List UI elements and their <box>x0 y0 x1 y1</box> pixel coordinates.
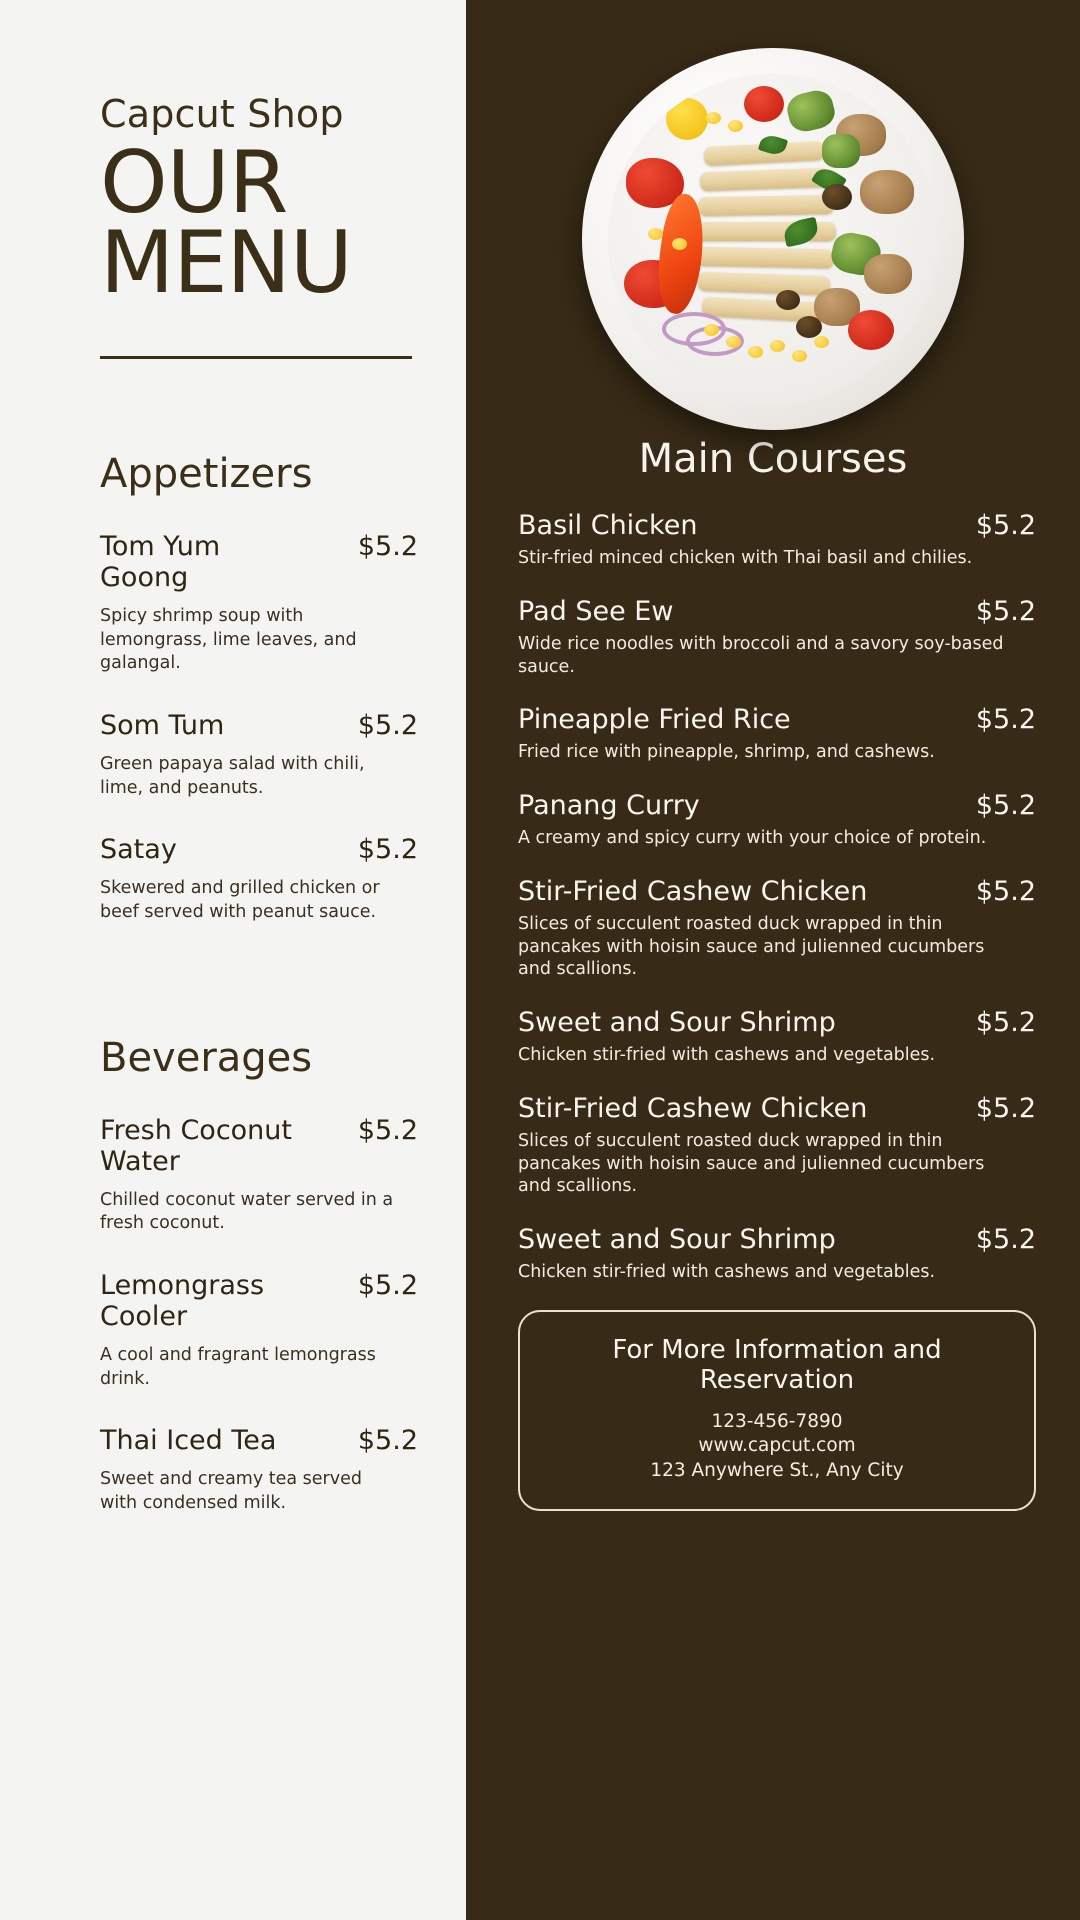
menu-item-header <box>518 596 1036 627</box>
info-box-website[interactable]: www.capcut.com <box>698 1435 856 1457</box>
title-divider <box>100 356 412 359</box>
menu-item-header <box>100 1115 418 1177</box>
menu-item-name: Tom Yum Goong <box>100 530 221 593</box>
beverages-section <box>0 1035 466 1516</box>
menu-item-header <box>100 1425 418 1456</box>
menu-item-name: Sweet and Sour Shrimp <box>518 1224 836 1255</box>
menu-item-name: Stir-Fried Cashew Chicken <box>518 875 868 907</box>
menu-item-name: Pad See Ew <box>518 595 674 627</box>
menu-item-price: $5.2 <box>975 1007 1036 1038</box>
info-box-address: 123 Anywhere St., Any City <box>650 1459 904 1481</box>
menu-item-description: Stir-fried minced chicken with Thai basil and chilies. <box>518 548 973 568</box>
menu-item-header <box>518 1093 1036 1124</box>
menu-item-name: Satay <box>100 834 177 866</box>
menu-item-price: $5.2 <box>975 704 1036 736</box>
menu-item <box>100 531 418 676</box>
menu-item-price: $5.2 <box>357 530 418 562</box>
menu-item-description: Sweet and creamy tea served with condensed milk. <box>100 1469 362 1513</box>
menu-item <box>518 1093 1036 1198</box>
appetizers-section <box>0 451 466 925</box>
section-title-appetizers: Appetizers <box>100 450 313 497</box>
menu-item-name: Lemongrass Cooler <box>100 1269 265 1332</box>
hero-image <box>466 0 1080 430</box>
menu-item-description: Slices of succulent roasted duck wrapped in thin pancakes with hoisin sauce and julienned cucumbers and scallions. <box>518 1130 985 1197</box>
menu-item-header <box>100 834 418 865</box>
menu-item-price: $5.2 <box>357 1114 418 1146</box>
menu-item <box>100 710 418 800</box>
menu-item-header <box>100 1270 418 1332</box>
menu-item-header <box>518 790 1036 821</box>
menu-item-description: Fried rice with pineapple, shrimp, and cashews. <box>518 742 935 763</box>
menu-item-price: $5.2 <box>975 595 1036 627</box>
menu-item-description: Slices of succulent roasted duck wrapped in thin pancakes with hoisin sauce and julienned cucumbers and scallions. <box>518 913 985 980</box>
menu-item <box>518 704 1036 764</box>
menu-item <box>518 1224 1036 1284</box>
menu-item-description: Green papaya salad with chili, lime, and peanuts. <box>100 753 365 798</box>
menu-item-header <box>100 710 418 741</box>
menu-item-price: $5.2 <box>357 1425 418 1457</box>
menu-item <box>100 1425 418 1515</box>
menu-item <box>518 876 1036 981</box>
menu-item-price: $5.2 <box>357 709 418 741</box>
menu-item-name: Thai Iced Tea <box>100 1425 277 1457</box>
right-panel <box>466 0 1080 1920</box>
menu-item-header <box>518 704 1036 735</box>
menu-item <box>518 510 1036 570</box>
menu-item-description: Chicken stir-fried with cashews and vegetables. <box>518 1045 936 1065</box>
shop-name: Capcut Shop <box>100 92 344 136</box>
menu-item-name: Stir-Fried Cashew Chicken <box>518 1092 868 1124</box>
menu-title-line2: MENU <box>100 212 352 313</box>
menu-item-price: $5.2 <box>357 1269 418 1301</box>
menu-item-description: A creamy and spicy curry with your choice of protein. <box>518 828 987 848</box>
plate-illustration <box>582 48 964 430</box>
menu-item-description: Spicy shrimp soup with lemongrass, lime leaves, and galangal. <box>100 606 357 674</box>
info-box-phone[interactable]: 123-456-7890 <box>711 1410 843 1432</box>
menu-item-description: Chilled coconut water served in a fresh coconut. <box>100 1189 394 1234</box>
menu-item-name: Som Tum <box>100 709 225 741</box>
menu-item-header <box>518 1007 1036 1038</box>
section-title-main-courses: Main Courses <box>638 436 908 482</box>
menu-item-name: Fresh Coconut Water <box>100 1114 292 1177</box>
menu-item-description: Skewered and grilled chicken or beef served with peanut sauce. <box>100 878 380 922</box>
menu-item-price: $5.2 <box>975 1092 1036 1124</box>
main-courses-list <box>466 510 1080 1284</box>
left-panel <box>0 0 466 1920</box>
menu-item-header <box>518 1224 1036 1255</box>
menu-item <box>518 1007 1036 1067</box>
left-header <box>0 92 466 359</box>
menu-item-header <box>518 510 1036 541</box>
menu-item <box>518 790 1036 850</box>
menu-item-header <box>100 531 418 593</box>
info-box-title: For More Information and Reservation <box>612 1334 942 1395</box>
menu-item-name: Panang Curry <box>518 790 700 821</box>
reservation-info-box <box>518 1310 1036 1512</box>
menu-item-price: $5.2 <box>975 1224 1036 1255</box>
menu-item <box>100 834 418 924</box>
menu-item-name: Sweet and Sour Shrimp <box>518 1007 836 1038</box>
menu-item-price: $5.2 <box>975 510 1036 541</box>
menu-item-description: A cool and fragrant lemongrass drink. <box>100 1344 376 1389</box>
menu-item-header <box>518 876 1036 907</box>
menu-item <box>518 596 1036 679</box>
menu-item-name: Basil Chicken <box>518 510 698 541</box>
menu-item-price: $5.2 <box>975 875 1036 907</box>
menu-item-price: $5.2 <box>975 790 1036 821</box>
menu-item <box>100 1115 418 1236</box>
menu-item-description: Chicken stir-fried with cashews and vegetables. <box>518 1262 936 1282</box>
menu-title-line1: OUR <box>100 133 288 233</box>
menu-item-description: Wide rice noodles with broccoli and a savory soy-based sauce. <box>518 633 1004 677</box>
section-title-beverages: Beverages <box>100 1034 313 1081</box>
menu-item-price: $5.2 <box>357 834 418 866</box>
plate-inner <box>608 74 938 404</box>
menu-item <box>100 1270 418 1391</box>
menu-item-name: Pineapple Fried Rice <box>518 704 791 736</box>
